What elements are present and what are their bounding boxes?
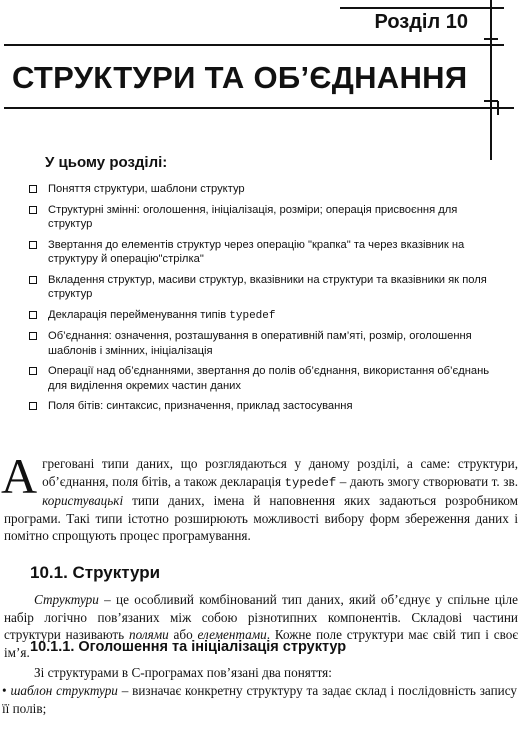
topic-text: Вкладення структур, масиви структур, вказівники на структури та вказівники як поля структур: [48, 273, 487, 300]
corner-tick: [484, 38, 498, 40]
topic-text: Об’єднання: означення, розташування в оперативній пам’яті, розмір, оголошення шаблонів і змінних, ініціалізація: [48, 330, 472, 357]
corner-tick: [497, 101, 499, 115]
header-top-rule: [340, 7, 504, 9]
topic-text: Поняття структури, шаблони структур: [48, 183, 245, 195]
topic-text: Звертання до елементів структур через операцію "крапка" та через вказівник на структуру й операцію"стрілка": [48, 238, 465, 265]
intro-heading: У цьому розділі:: [45, 154, 168, 171]
checkbox-icon: [29, 311, 37, 319]
bullet-text: – визначає конкретну структуру та задає склад і послідовність запису її полів;: [2, 683, 518, 716]
checkbox-icon: [29, 206, 37, 214]
topic-text: Операції над об’єднаннями, звертання до полів об’єднання, використання об’єднань для виділення окремих частин даних: [48, 365, 490, 392]
paragraph-text: – дають змогу створювати т. зв.: [336, 473, 518, 489]
title-top-rule: [4, 44, 504, 46]
subsection-heading: 10.1.1. Оголошення та ініціалізація структур: [30, 639, 347, 655]
topic-item: [28, 308, 498, 324]
term-text: Структури: [34, 592, 99, 607]
bullet-icon: •: [2, 683, 7, 698]
topic-text: Поля бітів: синтаксис, призначення, приклад застосування: [48, 400, 353, 412]
title-bottom-rule: [4, 107, 514, 109]
emphasis-text: елементами: [197, 627, 267, 643]
paragraph-text: греговані типи даних, що розглядаються у даному розділі, а саме: структури, об’єднання, поля бітів, а також декларація: [42, 456, 518, 489]
topic-item: [28, 182, 498, 197]
paragraph-text: типи даних, імена й наповнення яких задаються розробником програми. Такі типи істотно розширюють можливості вибору форм збереження даних і помітно спрощують процес програмування.: [4, 493, 518, 544]
topic-text: Структурні змінні: оголошення, ініціалізація, розміри; операція присвоєння для структур: [48, 203, 458, 230]
checkbox-icon: [29, 332, 37, 340]
term-text: шаблон структури: [10, 683, 118, 698]
intro-paragraph: [1, 448, 518, 545]
checkbox-icon: [29, 276, 37, 284]
topic-item: [28, 364, 498, 393]
emphasis-text: полями: [129, 627, 169, 643]
header-right-rule: [490, 0, 492, 160]
topics-list: [28, 182, 498, 414]
drop-cap: А: [1, 448, 38, 504]
checkbox-icon: [29, 402, 37, 410]
paragraph-text: – це особливий комбінований тип даних, який об’єднує у спільне ціле набір логічно пов’язаних між собою різнотипних компонентів. Складові частини структури називають: [4, 592, 518, 643]
checkbox-icon: [29, 367, 37, 375]
topic-item: [28, 203, 498, 232]
paragraph-text: або: [168, 627, 198, 643]
topic-item: [28, 273, 498, 302]
paragraph-text: . Кожне поле структури має свій тип і своє ім’я.: [4, 627, 518, 660]
section-heading: 10.1. Структури: [30, 563, 161, 582]
subsection-intro: Зі структурами в С-програмах пов’язані два поняття:: [34, 665, 332, 680]
checkbox-icon: [29, 241, 37, 249]
topic-code: typedef: [229, 309, 276, 322]
bullet-item: [2, 682, 517, 717]
topic-item: [28, 399, 498, 414]
topic-item: [28, 238, 498, 267]
inline-code: typedef: [284, 475, 337, 490]
chapter-title: СТРУКТУРИ ТА ОБ’ЄДНАННЯ: [12, 60, 468, 95]
checkbox-icon: [29, 185, 37, 193]
emphasis-text: користувацькі: [42, 493, 124, 509]
corner-tick: [484, 100, 498, 102]
topic-text-part: Декларація перейменування типів: [48, 308, 230, 321]
chapter-label: Розділ 10: [374, 11, 468, 33]
topic-item: [28, 329, 498, 358]
topic-text: [48, 308, 498, 324]
